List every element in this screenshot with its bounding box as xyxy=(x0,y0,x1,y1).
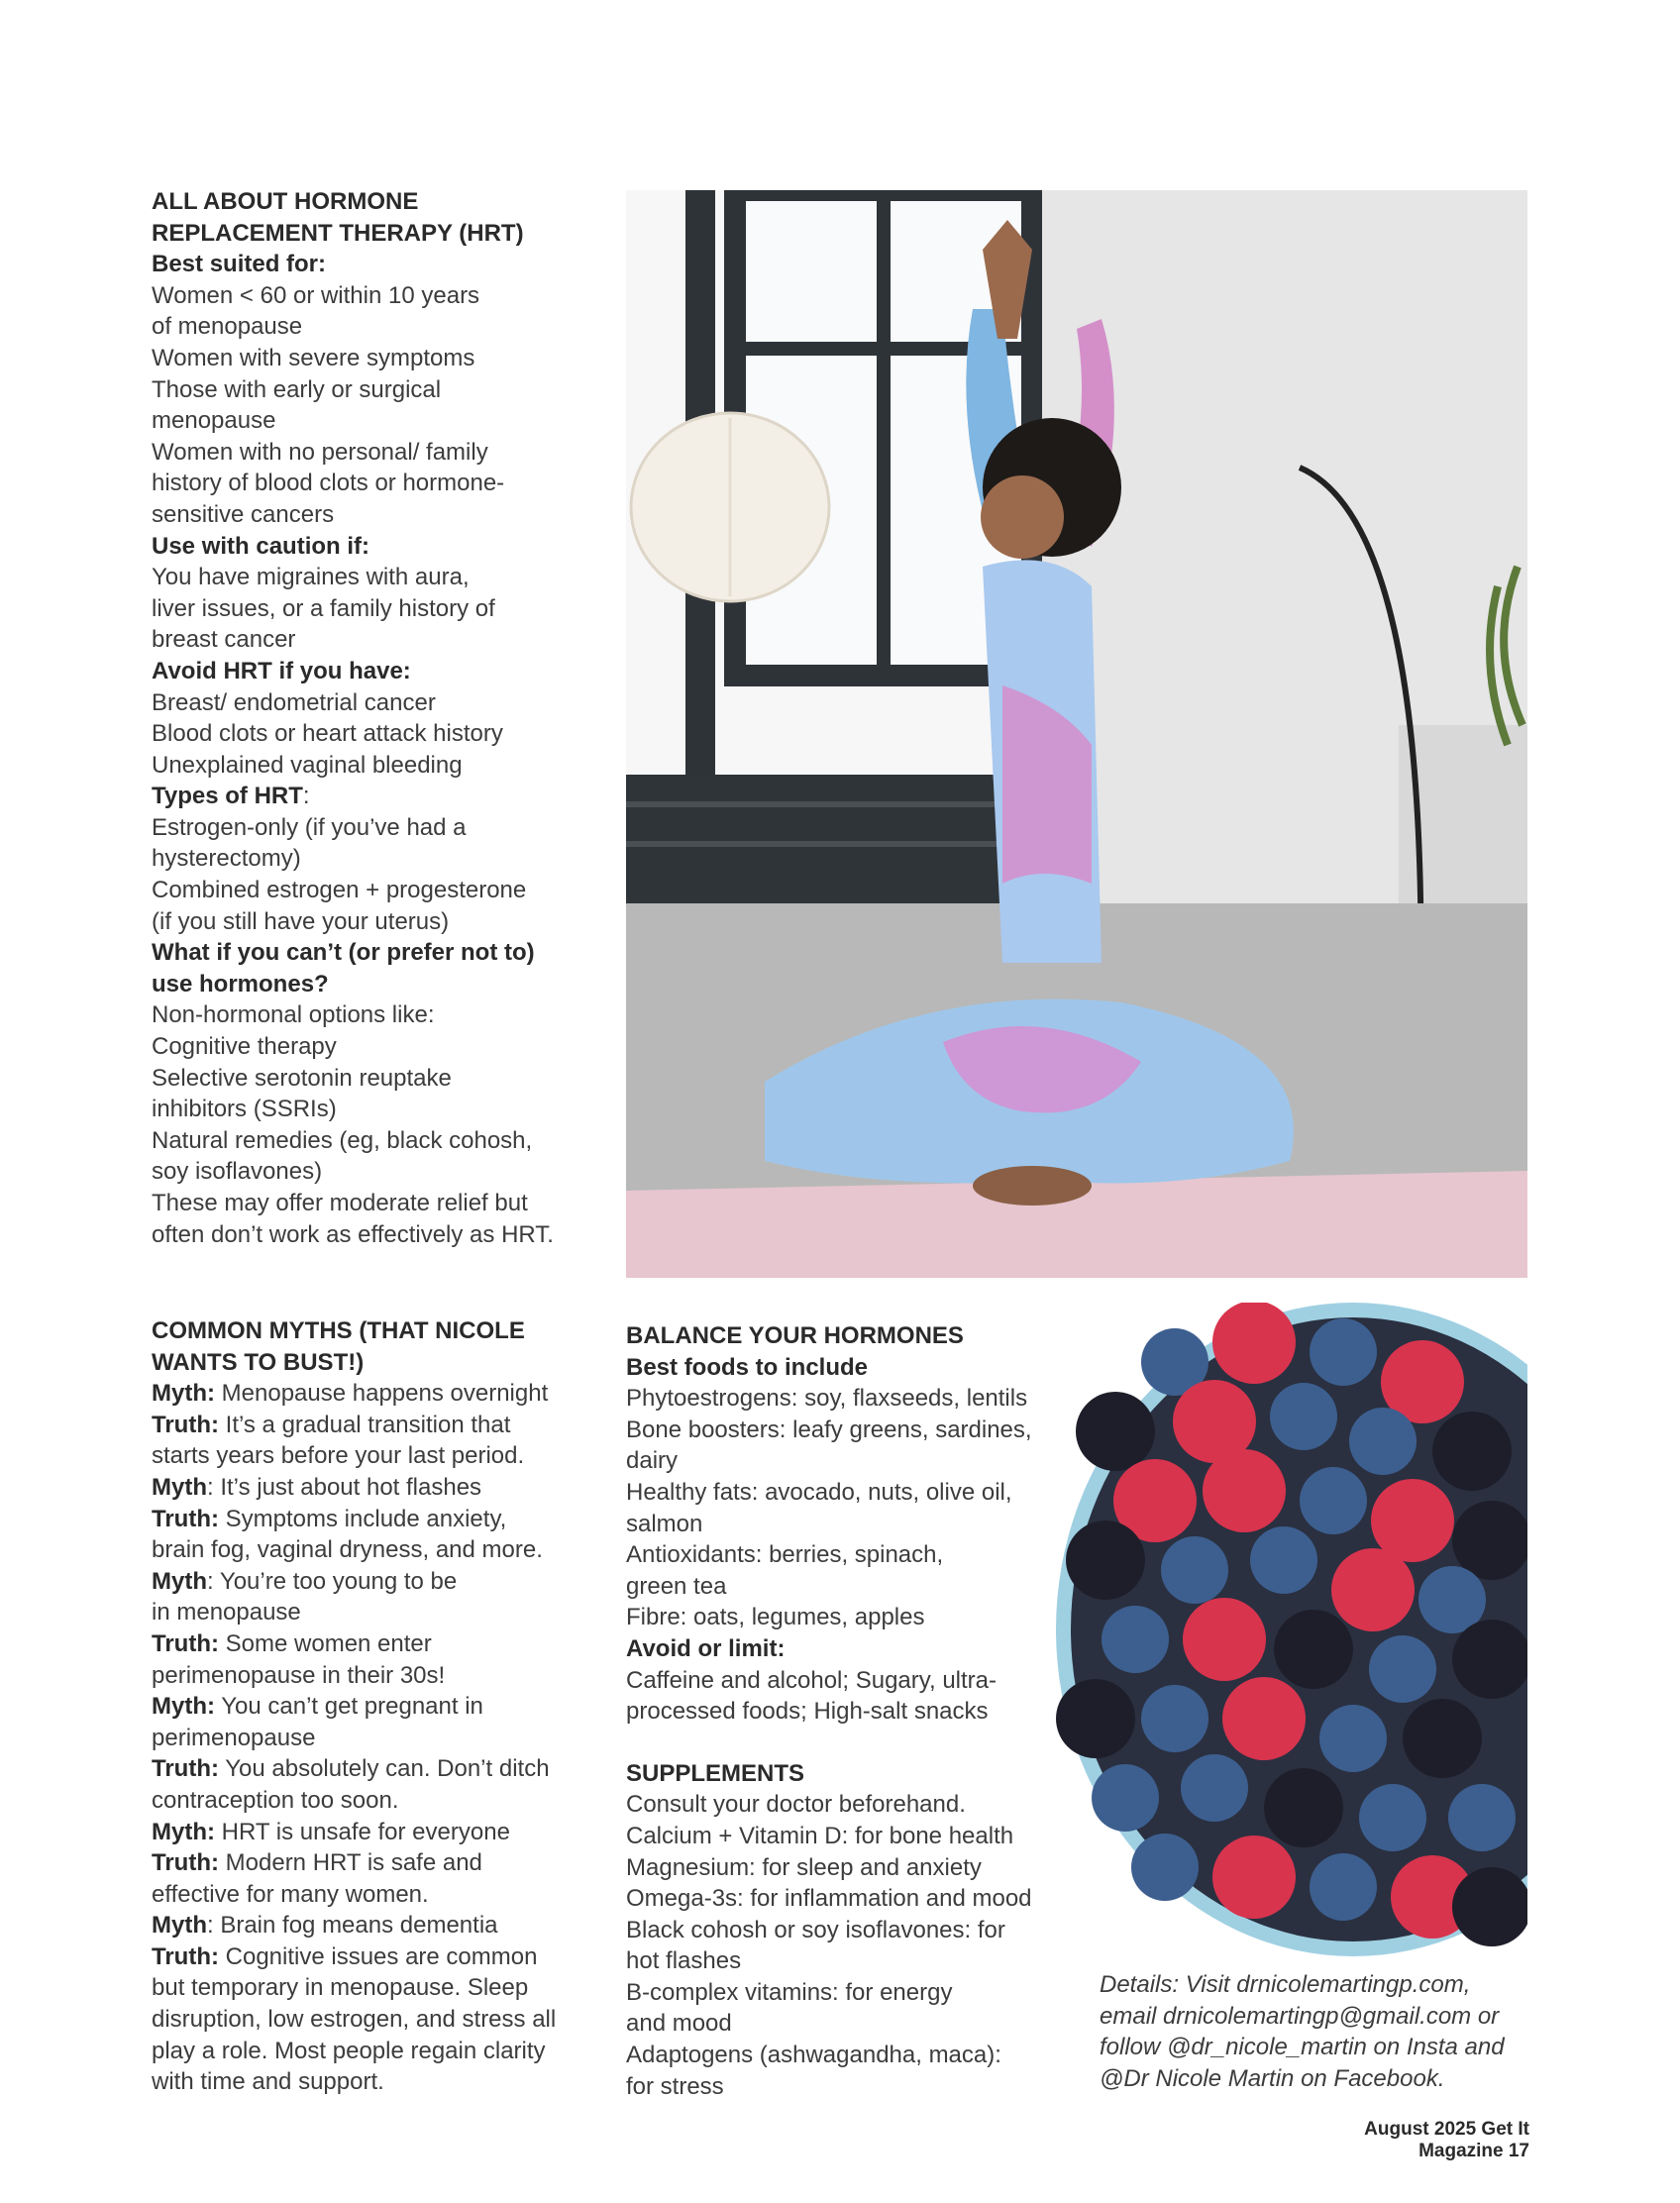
myth-truth-label: Myth xyxy=(152,1473,207,1501)
myth-truth-line xyxy=(152,1753,587,1785)
whatif-label-line-1: What if you can’t (or prefer not to) xyxy=(152,939,535,967)
details-line: @Dr Nicole Martin on Facebook. xyxy=(1100,2064,1445,2092)
supplements-title: SUPPLEMENTS xyxy=(626,1759,805,1787)
myth-truth-label: Truth: xyxy=(152,1755,219,1783)
myth-truth-text: : You’re too young to be xyxy=(207,1567,458,1595)
myth-truth-text: : Brain fog means dementia xyxy=(207,1912,498,1940)
blueberry xyxy=(1310,1318,1377,1386)
blueberry xyxy=(1310,1853,1377,1921)
myth-truth-line xyxy=(152,1472,587,1504)
blueberry xyxy=(1161,1536,1228,1604)
best-line: Women < 60 or within 10 years xyxy=(152,281,480,309)
supplement-line: for stress xyxy=(626,2072,724,2100)
yoga-illustration xyxy=(626,190,1527,1278)
avoid-limit-label: Avoid or limit: xyxy=(626,1634,786,1662)
blueberry xyxy=(1270,1383,1337,1450)
myth-truth-line xyxy=(152,2004,587,2036)
myth-truth-label: Myth: xyxy=(152,1818,215,1845)
myth-truth-line xyxy=(152,1534,587,1566)
best-line: Women with no personal/ family xyxy=(152,438,488,466)
details-line: Details: Visit drnicolemartingp.com, xyxy=(1100,1971,1471,1998)
myth-truth-line xyxy=(152,1972,587,2004)
myth-truth-label: Truth: xyxy=(152,1411,219,1438)
details-line: follow @dr_nicole_martin on Insta and xyxy=(1100,2034,1505,2061)
myths-section xyxy=(152,1315,587,2098)
myth-truth-text: It’s a gradual transition that xyxy=(218,1411,511,1438)
raspberry xyxy=(1203,1449,1286,1532)
myth-truth-label: Truth: xyxy=(152,1505,219,1532)
myth-truth-text: Symptoms include anxiety, xyxy=(218,1505,507,1532)
yoga-photo xyxy=(626,190,1527,1278)
avoid-limit-line: processed foods; High-salt snacks xyxy=(626,1698,989,1726)
blackberry xyxy=(1403,1699,1482,1778)
myth-truth-text: Some women enter xyxy=(218,1629,432,1657)
blackberry xyxy=(1066,1521,1145,1600)
whatif-line: Cognitive therapy xyxy=(152,1033,337,1061)
myth-truth-text: perimenopause in their 30s! xyxy=(152,1661,446,1689)
myth-truth-text: disruption, low estrogen, and stress all xyxy=(152,2006,557,2034)
blackberry xyxy=(1264,1768,1343,1847)
myth-truth-text: but temporary in menopause. Sleep xyxy=(152,1974,529,2002)
whatif-line: inhibitors (SSRIs) xyxy=(152,1096,337,1123)
avoid-line: Blood clots or heart attack history xyxy=(152,720,503,748)
caution-line: You have migraines with aura, xyxy=(152,564,470,591)
caution-line: breast cancer xyxy=(152,626,296,654)
myth-truth-label: Truth: xyxy=(152,1942,219,1970)
myth-truth-label: Myth xyxy=(152,1567,207,1595)
best-line: sensitive cancers xyxy=(152,500,335,528)
whatif-line: These may offer moderate relief but xyxy=(152,1190,528,1216)
myth-truth-text: : It’s just about hot flashes xyxy=(207,1473,482,1501)
myth-truth-text: You absolutely can. Don’t ditch xyxy=(218,1755,550,1783)
myth-truth-text: in menopause xyxy=(152,1599,301,1626)
blueberry xyxy=(1349,1408,1417,1475)
balance-section xyxy=(626,1320,1062,2102)
blueberry xyxy=(1319,1705,1387,1772)
myth-truth-line xyxy=(152,1785,587,1817)
myth-truth-line xyxy=(152,1378,587,1410)
whatif-line: often don’t work as effectively as HRT. xyxy=(152,1220,554,1248)
blueberry xyxy=(1092,1764,1159,1832)
hrt-title-line-2: REPLACEMENT THERAPY (HRT) xyxy=(152,219,524,247)
whatif-line: Non-hormonal options like: xyxy=(152,1001,435,1029)
supplement-line: Black cohosh or soy isoflavones: for xyxy=(626,1916,1005,1943)
types-label: Types of HRT xyxy=(152,783,303,810)
whatif-line: Selective serotonin reuptake xyxy=(152,1064,452,1092)
blueberry xyxy=(1300,1467,1367,1534)
myth-truth-text: You can’t get pregnant in xyxy=(214,1693,483,1721)
food-line: Antioxidants: berries, spinach, xyxy=(626,1541,944,1569)
avoid-line: Unexplained vaginal bleeding xyxy=(152,751,463,779)
details-credit xyxy=(1100,1969,1525,2094)
caution-line: liver issues, or a family history of xyxy=(152,594,495,622)
myth-truth-line xyxy=(152,2066,587,2098)
myth-truth-line xyxy=(152,1566,587,1598)
whatif-label-line-2: use hormones? xyxy=(152,970,329,997)
avoid-line: Breast/ endometrial cancer xyxy=(152,688,436,716)
hrt-title-line-1: ALL ABOUT HORMONE xyxy=(152,188,419,215)
myth-truth-label: Myth: xyxy=(152,1693,215,1721)
myth-truth-line xyxy=(152,1847,587,1879)
myth-truth-text: Modern HRT is safe and xyxy=(218,1849,482,1877)
myth-truth-label: Truth: xyxy=(152,1629,219,1657)
details-line: email drnicolemartingp@gmail.com or xyxy=(1100,2002,1500,2030)
raspberry xyxy=(1222,1677,1306,1760)
myth-truth-text: effective for many women. xyxy=(152,1880,429,1908)
myth-truth-line xyxy=(152,1597,587,1628)
myth-lines xyxy=(152,1378,587,2098)
types-line: Combined estrogen + progesterone xyxy=(152,877,527,904)
types-colon: : xyxy=(302,783,310,810)
whatif-line: soy isoflavones) xyxy=(152,1158,323,1186)
best-line: menopause xyxy=(152,407,276,435)
caution-label: Use with caution if: xyxy=(152,532,370,560)
myth-truth-line xyxy=(152,1817,587,1848)
myth-truth-line xyxy=(152,1723,587,1754)
raspberry xyxy=(1212,1836,1296,1919)
myth-truth-line xyxy=(152,1410,587,1441)
myth-truth-text: HRT is unsafe for everyone xyxy=(214,1818,510,1845)
myth-truth-line xyxy=(152,1440,587,1472)
blackberry xyxy=(1076,1392,1155,1471)
myth-truth-text: contraception too soon. xyxy=(152,1786,399,1814)
raspberry xyxy=(1212,1303,1296,1384)
blueberry xyxy=(1131,1834,1199,1901)
myth-truth-text: brain fog, vaginal dryness, and more. xyxy=(152,1536,543,1564)
blueberry xyxy=(1250,1526,1317,1594)
myth-truth-label: Myth: xyxy=(152,1380,215,1408)
blackberry xyxy=(1056,1679,1135,1758)
best-line: Women with severe symptoms xyxy=(152,344,475,371)
berry-bowl-illustration xyxy=(1056,1303,1527,1980)
food-line: Fibre: oats, legumes, apples xyxy=(626,1604,925,1631)
supplement-line: B-complex vitamins: for energy xyxy=(626,1978,953,2006)
myths-title-line-2: WANTS TO BUST!) xyxy=(152,1348,365,1376)
food-line: green tea xyxy=(626,1572,727,1600)
myth-truth-text: Menopause happens overnight xyxy=(214,1380,549,1408)
hrt-section xyxy=(152,186,587,1250)
section-gap xyxy=(626,1728,1062,1758)
supplement-line: hot flashes xyxy=(626,1947,742,1975)
raspberry xyxy=(1183,1598,1266,1681)
supplement-line: Adaptogens (ashwagandha, maca): xyxy=(626,2042,1001,2069)
food-line: Healthy fats: avocado, nuts, olive oil, xyxy=(626,1478,1012,1506)
myth-truth-label: Truth: xyxy=(152,1849,219,1877)
avoid-limit-line: Caffeine and alcohol; Sugary, ultra- xyxy=(626,1666,998,1694)
blackberry xyxy=(1432,1412,1512,1491)
best-line: of menopause xyxy=(152,313,303,341)
supplement-line: Calcium + Vitamin D: for bone health xyxy=(626,1822,1014,1849)
page-footer: August 2025 Get It Magazine 17 xyxy=(1364,2119,1529,2161)
myth-truth-line xyxy=(152,1941,587,1973)
myth-truth-text: starts years before your last period. xyxy=(152,1442,525,1470)
blueberry xyxy=(1359,1784,1426,1851)
raspberry xyxy=(1331,1548,1415,1631)
myth-truth-label: Myth xyxy=(152,1912,207,1940)
food-line: salmon xyxy=(626,1510,703,1537)
berries-photo xyxy=(1056,1303,1527,1980)
types-line: Estrogen-only (if you’ve had a xyxy=(152,813,467,841)
myth-truth-line xyxy=(152,1910,587,1941)
blueberry xyxy=(1448,1784,1516,1851)
myth-truth-text: with time and support. xyxy=(152,2068,384,2096)
myth-truth-text: Cognitive issues are common xyxy=(218,1942,538,1970)
food-line: dairy xyxy=(626,1447,679,1475)
supplement-line: and mood xyxy=(626,2010,732,2038)
whatif-line: Natural remedies (eg, black cohosh, xyxy=(152,1126,533,1154)
myth-truth-line xyxy=(152,1628,587,1660)
avoid-hrt-label: Avoid HRT if you have: xyxy=(152,657,411,684)
types-heading xyxy=(152,781,587,812)
food-line: Bone boosters: leafy greens, sardines, xyxy=(626,1416,1032,1443)
myth-truth-text: play a role. Most people regain clarity xyxy=(152,2037,546,2064)
best-suited-label: Best suited for: xyxy=(152,251,327,278)
types-line: (if you still have your uterus) xyxy=(152,907,450,935)
blueberry xyxy=(1369,1635,1436,1703)
balance-title: BALANCE YOUR HORMONES xyxy=(626,1322,964,1349)
supplement-line: Omega-3s: for inflammation and mood xyxy=(626,1885,1032,1913)
myth-truth-line xyxy=(152,1504,587,1535)
myth-truth-line xyxy=(152,1660,587,1692)
supplement-line: Consult your doctor beforehand. xyxy=(626,1791,966,1819)
blueberry xyxy=(1181,1754,1248,1822)
blueberry xyxy=(1102,1606,1169,1673)
blackberry xyxy=(1274,1610,1353,1689)
supplement-line: Magnesium: for sleep and anxiety xyxy=(626,1853,982,1881)
myth-truth-line xyxy=(152,1691,587,1723)
blueberry xyxy=(1141,1685,1208,1752)
foods-label: Best foods to include xyxy=(626,1353,869,1381)
food-line: Phytoestrogens: soy, flaxseeds, lentils xyxy=(626,1385,1028,1413)
types-line: hysterectomy) xyxy=(152,845,301,873)
myth-truth-line xyxy=(152,2036,587,2067)
myth-truth-text: perimenopause xyxy=(152,1724,316,1751)
myths-title-line-1: COMMON MYTHS (THAT NICOLE xyxy=(152,1317,525,1344)
best-line: Those with early or surgical xyxy=(152,375,442,403)
best-line: history of blood clots or hormone- xyxy=(152,470,505,497)
myth-truth-line xyxy=(152,1879,587,1911)
